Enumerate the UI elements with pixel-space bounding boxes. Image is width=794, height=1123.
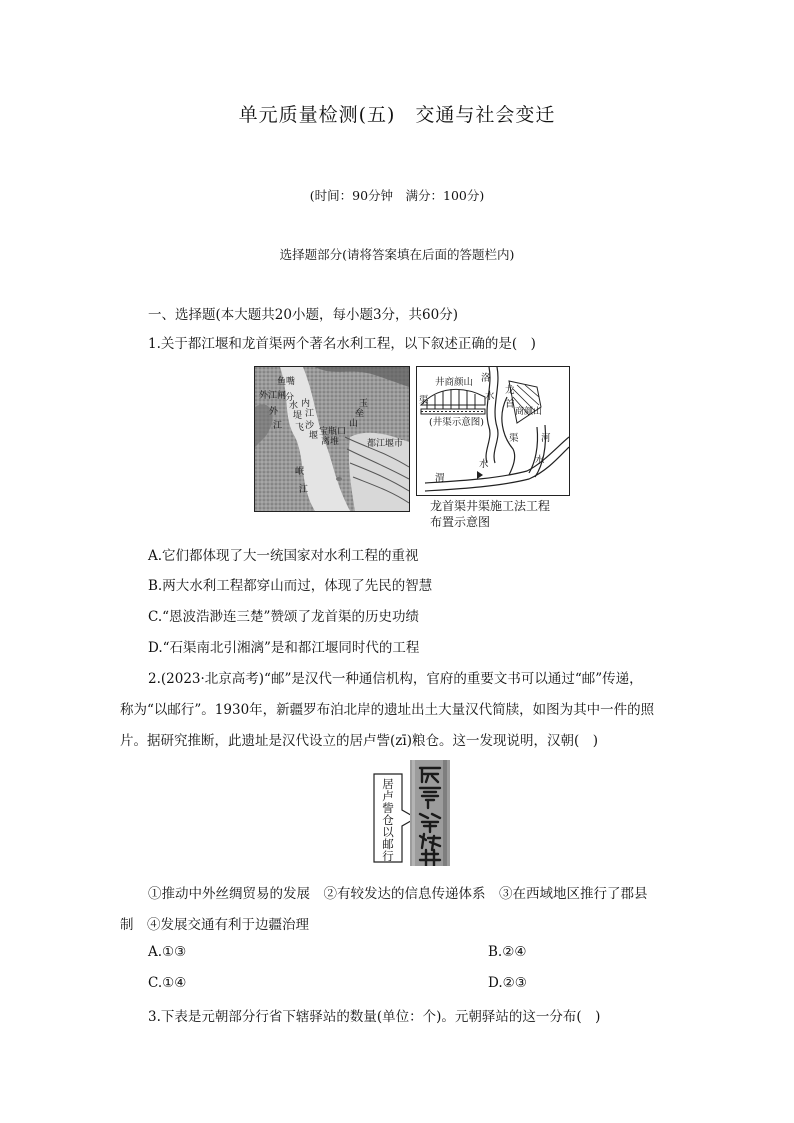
- diagram-label: 渠: [419, 395, 429, 406]
- callout-text: [378, 778, 398, 862]
- diagram-label: 渠: [509, 433, 519, 444]
- diagram-label: 商颜山: [515, 407, 543, 417]
- diagram-label: 河: [541, 433, 551, 444]
- q1-option-d[interactable]: D.“石渠南北引湘漓”是和都江堰同时代的工程: [148, 640, 420, 656]
- map-label: 外: [269, 407, 279, 417]
- figure-caption-line: 龙首渠井渠施工法工程: [430, 499, 551, 513]
- diagram-label: 井商颜山: [435, 377, 474, 388]
- map-label: 外江闸: [259, 391, 287, 401]
- diagram-label: 水: [479, 459, 489, 470]
- callout-char: 以: [382, 825, 394, 839]
- q2-statements: 制 ④发展交通有利于边疆治理: [120, 917, 309, 933]
- diagram-label: 首: [505, 399, 515, 410]
- callout-box: [372, 772, 404, 864]
- figure-caption: [430, 498, 550, 530]
- callout-char: 行: [382, 849, 394, 863]
- question-2-line: 片。据研究推断，此遗址是汉代设立的居卢訾(zī)粮仓。这一发现说明，汉朝( ): [120, 733, 598, 749]
- question-2-line: 2.(2023·北京高考)“邮”是汉代一种通信机构，官府的重要文书可以通过“邮”传递，: [148, 671, 643, 687]
- map-label: 飞: [295, 423, 305, 433]
- question-3-stem: 3.下表是元朝部分行省下辖驿站的数量(单位：个)。元朝驿站的这一分布( ): [148, 1009, 601, 1025]
- exam-subtitle: (时间：90分钟 满分：100分): [309, 188, 485, 203]
- map-label: 都江堰市: [367, 439, 404, 449]
- q2-option-d[interactable]: D.②③: [488, 975, 527, 991]
- map-label: 垒: [355, 409, 365, 419]
- question-1-stem: 1.关于都江堰和龙首渠两个著名水利工程，以下叙述正确的是( ): [148, 336, 536, 352]
- map-label: 岷: [295, 467, 305, 477]
- map-label: 水: [289, 401, 299, 411]
- callout-char: 邮: [382, 837, 394, 851]
- q1-option-c[interactable]: C.“恩波浩渺连三楚”赞颂了龙首渠的历史功绩: [148, 609, 419, 625]
- q2-option-c[interactable]: C.①④: [148, 975, 187, 991]
- map-label: 江: [299, 485, 309, 495]
- map-label: 玉: [359, 399, 369, 409]
- q2-option-b[interactable]: B.②④: [488, 944, 527, 960]
- question-2-line: 称为“以邮行”。1930年，新疆罗布泊北岸的遗址出土大量汉代简牍，如图为其中一件的照: [120, 702, 655, 718]
- diagram-label: 洛: [481, 373, 491, 384]
- map-label: 内: [301, 399, 311, 409]
- longshou-canal-diagram: [416, 366, 570, 496]
- map-label: 江: [273, 421, 283, 431]
- map-label: 宝瓶口: [319, 427, 347, 437]
- map-label: 沙: [305, 421, 315, 431]
- q1-option-a[interactable]: A.它们都体现了大一统国家对水利工程的重视: [148, 548, 419, 564]
- q1-option-b[interactable]: B.两大水利工程都穿山而过，体现了先民的智慧: [148, 578, 433, 594]
- callout-char: 仓: [382, 813, 394, 827]
- map-label: 山: [349, 419, 359, 429]
- dujiangyan-map: [254, 366, 410, 512]
- figure-caption-line: 布置示意图: [430, 515, 491, 529]
- diagram-label: 渭: [435, 473, 445, 484]
- diagram-label: 水: [535, 455, 545, 466]
- q2-statements: ①推动中外丝绸贸易的发展 ②有较发达的信息传递体系 ③在西域地区推行了郡县: [148, 886, 648, 902]
- page-title: 单元质量检测(五) 交通与社会变迁: [238, 104, 556, 126]
- map-label: 堰: [309, 431, 319, 441]
- callout-char: 卢: [382, 789, 394, 803]
- diagram-label: 水: [485, 391, 495, 402]
- map-label: 江: [305, 409, 315, 419]
- map-label: 鱼嘴: [277, 377, 296, 387]
- part-heading: 一、选择题(本大题共20小题，每小题3分，共60分): [148, 307, 458, 323]
- callout-char: 訾: [382, 801, 394, 815]
- diagram-label: (井渠示意图): [429, 417, 484, 428]
- map-label: 离堆: [321, 437, 340, 447]
- map-label: 分: [285, 393, 295, 403]
- section-heading: 选择题部分(请将答案填在后面的答题栏内): [279, 247, 515, 262]
- q2-option-a[interactable]: A.①③: [148, 944, 187, 960]
- bamboo-slip-inscription: [410, 760, 450, 866]
- map-label: 堤: [293, 411, 303, 421]
- diagram-label: 龙: [505, 385, 515, 396]
- bamboo-slip-photo: [410, 760, 450, 866]
- callout-char: 居: [382, 777, 394, 791]
